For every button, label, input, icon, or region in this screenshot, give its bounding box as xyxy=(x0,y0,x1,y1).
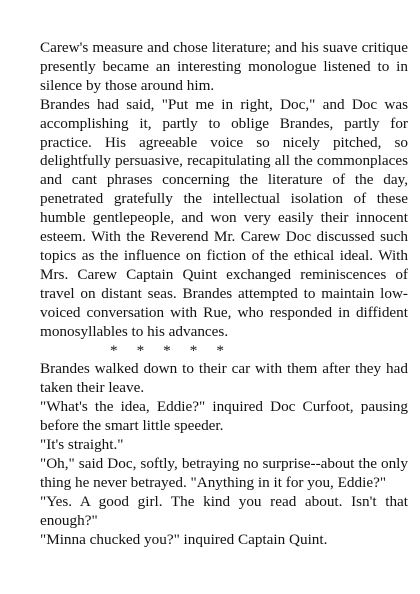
paragraph: "Yes. A good girl. The kind you read about. Isn't that enough?" xyxy=(40,492,408,529)
paragraph: Brandes walked down to their car with them after they had taken their leave. xyxy=(40,360,408,397)
paragraph: Brandes had said, "Put me in right, Doc," and Doc was accomplishing it, partly to oblige Brandes, partly for practice. His agreeable voice so nicely pitched, so delightfully persuasive, recapitulating all the commonplaces and cant phrases concerning the literature of the day, penetrated gratefully the intellectual isolation of these humble gentlepeople, and won very easily their innocent esteem. With the Reverend Mr. Carew Doc discussed such topics as the influence on fiction of the ethical ideal. With Mrs. Carew Captain Quint exchanged reminiscences of travel on distant seas. Brandes attempted to maintain low-voiced conversation with Rue, who responded in diffident monosyllables to his advances. xyxy=(40,95,408,340)
paragraph: "Minna chucked you?" inquired Captain Quint. xyxy=(40,530,328,548)
paragraph: "What's the idea, Eddie?" inquired Doc Curfoot, pausing before the smart little speeder. xyxy=(40,398,408,435)
paragraph: "It's straight." xyxy=(40,436,124,454)
section-break: * * * * * xyxy=(110,341,224,359)
document-page xyxy=(40,39,408,549)
paragraph: Carew's measure and chose literature; and his suave critique presently became an interesting monologue listened to in silence by those around him. xyxy=(40,39,408,94)
paragraph: "Oh," said Doc, softly, betraying no surprise--about the only thing he never betrayed. "Anything in it for you, Eddie?" xyxy=(40,454,408,491)
